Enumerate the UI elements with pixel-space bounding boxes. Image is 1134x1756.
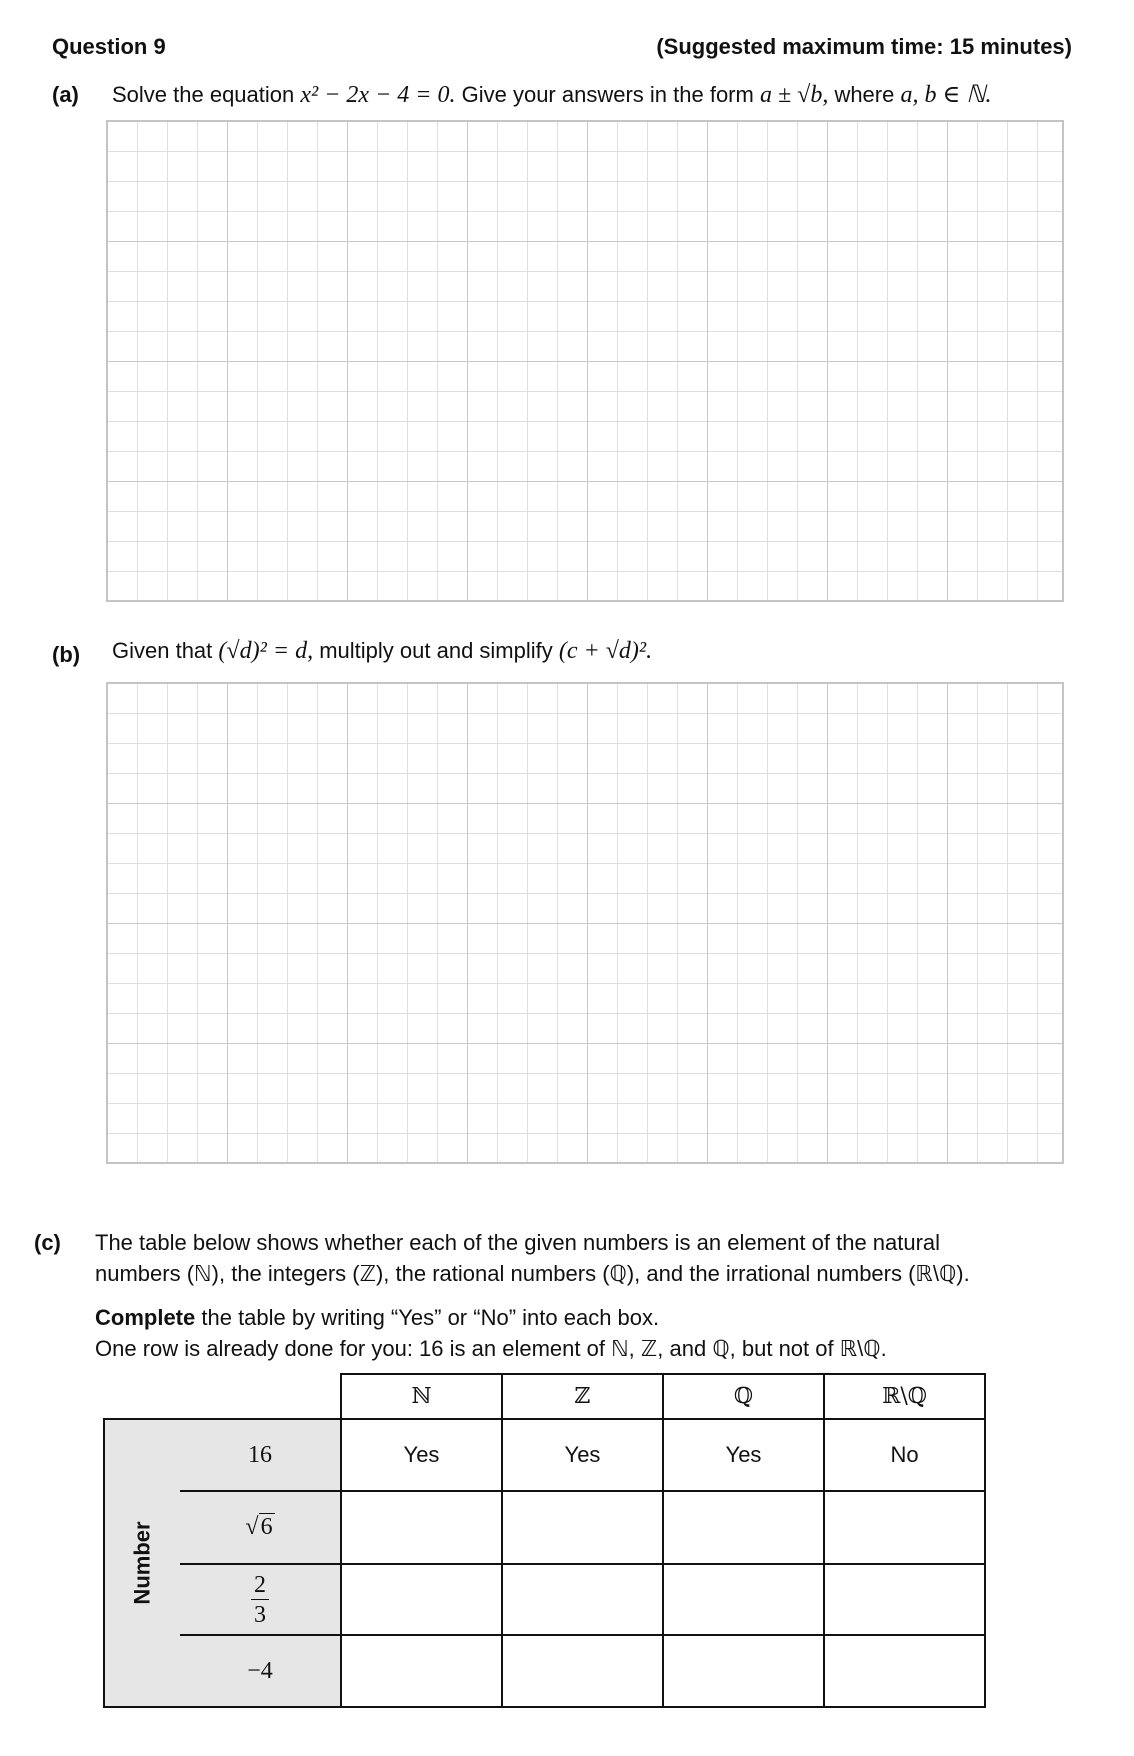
part-b-question	[112, 638, 652, 665]
answer-cell-empty[interactable]	[340, 1634, 503, 1708]
part-a-text-3: where	[834, 82, 895, 107]
part-a-text-1: Solve the equation	[112, 82, 295, 107]
part-a-equation: x² − 2x − 4 = 0.	[300, 82, 456, 108]
answer-grid-b[interactable]	[106, 682, 1064, 1164]
part-b-text-2: multiply out and simplify	[319, 638, 553, 663]
part-c-line-2: numbers (ℕ), the integers (ℤ), the rational numbers (ℚ), and the irrational numbers (ℝ\ℚ).	[95, 1261, 970, 1286]
answer-cell-empty[interactable]	[662, 1634, 825, 1708]
answer-cell-filled: No	[823, 1418, 986, 1492]
number-cell	[180, 1634, 342, 1708]
part-a-text-2: Give your answers in the form	[461, 82, 754, 107]
answer-cell-filled: Yes	[340, 1418, 503, 1492]
instruction-rest: the table by writing “Yes” or “No” into each box.	[201, 1305, 660, 1330]
answer-cell-empty[interactable]	[823, 1563, 986, 1636]
column-header: ℤ	[501, 1373, 664, 1420]
fraction-denominator: 3	[254, 1601, 266, 1628]
answer-cell-empty[interactable]	[662, 1490, 825, 1565]
number-cell	[180, 1490, 342, 1565]
answer-grid-a[interactable]	[106, 120, 1064, 602]
answer-cell-empty[interactable]	[340, 1490, 503, 1565]
instruction-bold: Complete	[95, 1305, 196, 1330]
question-title: Question 9	[52, 34, 166, 59]
answer-cell-empty[interactable]	[340, 1563, 503, 1636]
answer-cell-empty[interactable]	[823, 1634, 986, 1708]
part-a-question	[112, 80, 991, 109]
answer-cell-empty[interactable]	[501, 1490, 664, 1565]
row-header-label: Number	[129, 1521, 155, 1605]
number-value: −4	[247, 1657, 273, 1684]
fraction-numerator: 2	[251, 1573, 269, 1600]
part-a-form: a ± √b,	[759, 82, 829, 108]
answer-cell-filled: Yes	[662, 1418, 825, 1492]
part-b-given-rhs: = d,	[272, 638, 314, 664]
sqrt-number: √6	[245, 1514, 273, 1540]
part-b-text-1: Given that	[112, 638, 213, 663]
column-header: ℚ	[662, 1373, 825, 1420]
answer-cell-empty[interactable]	[501, 1634, 664, 1708]
row-header-number	[103, 1418, 182, 1708]
answer-cell-filled: Yes	[501, 1418, 664, 1492]
part-c-example: One row is already done for you: 16 is an element of ℕ, ℤ, and ℚ, but not of ℝ\ℚ.	[95, 1336, 887, 1361]
part-c-label: (c)	[34, 1230, 61, 1255]
part-b-label: (b)	[52, 642, 81, 667]
number-value: 16	[248, 1441, 272, 1468]
answer-cell-empty[interactable]	[501, 1563, 664, 1636]
column-header: ℕ	[340, 1373, 503, 1420]
answer-cell-empty[interactable]	[823, 1490, 986, 1565]
part-c-instruction	[95, 1305, 659, 1331]
number-cell	[180, 1563, 342, 1636]
part-c-line-1: The table below shows whether each of the given numbers is an element of the natural	[95, 1230, 941, 1255]
column-header: ℝ\ℚ	[823, 1373, 986, 1420]
number-cell	[180, 1418, 342, 1492]
fraction-number	[251, 1573, 269, 1627]
part-b-given-lhs: (√d)²	[218, 638, 267, 664]
part-a-condition: a, b ∈ ℕ.	[900, 82, 992, 108]
suggested-time: (Suggested maximum time: 15 minutes)	[656, 34, 1072, 59]
part-a-label: (a)	[52, 82, 79, 107]
sqrt-radicand: 6	[260, 1514, 273, 1540]
answer-cell-empty[interactable]	[662, 1563, 825, 1636]
part-b-expression: (c + √d)².	[558, 638, 653, 664]
